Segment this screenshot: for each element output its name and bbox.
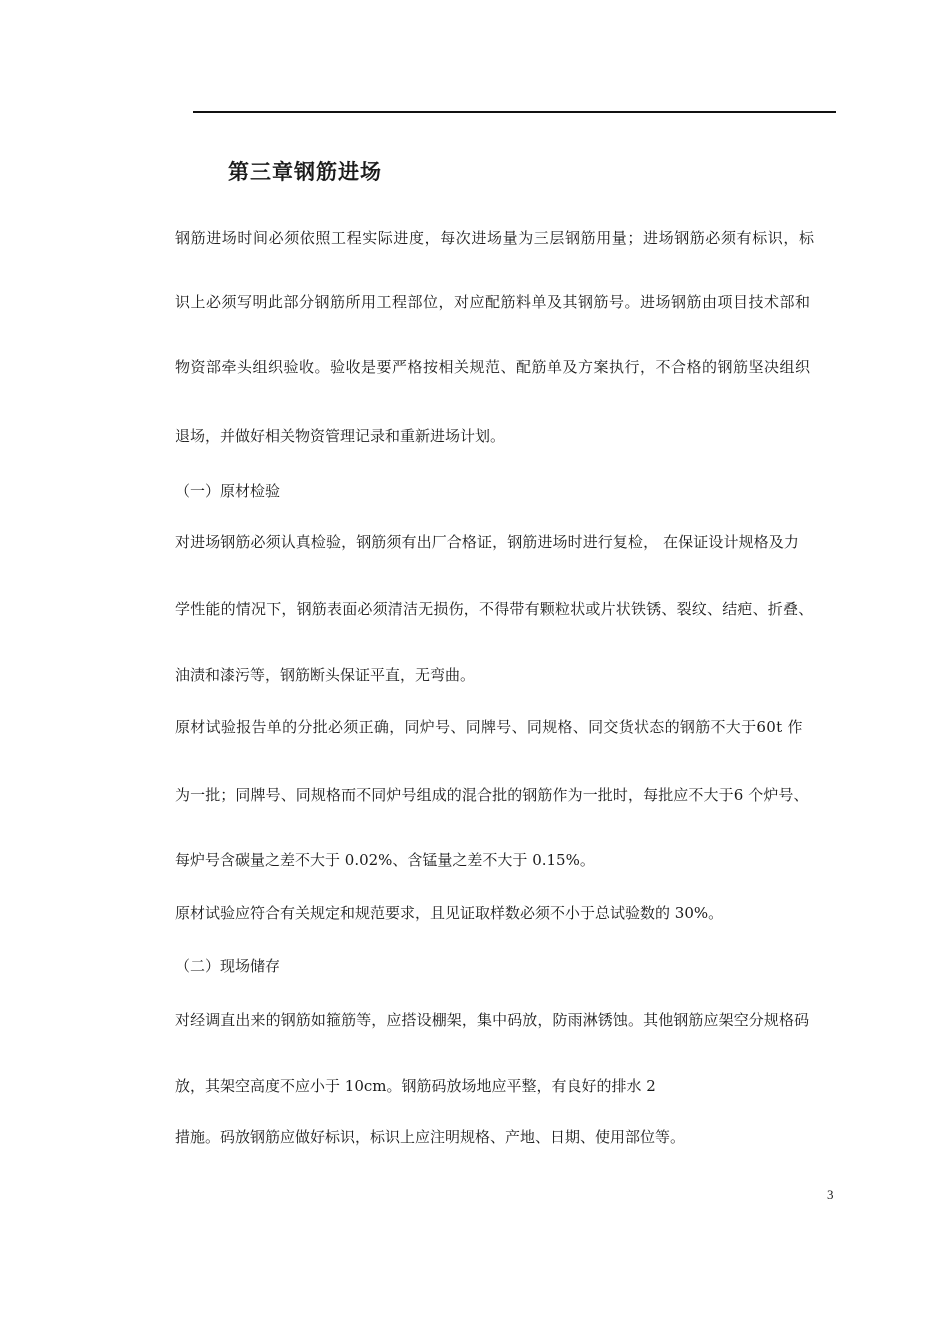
body-line: 每炉号含碳量之差不大于 0.02%、含锰量之差不大于 0.15%。 — [175, 851, 595, 869]
body-line: 为一批；同牌号、同规格而不同炉号组成的混合批的钢筋作为一批时，每批应不大于6 个炉号、 — [175, 786, 809, 804]
section-heading-site-storage: （二）现场储存 — [175, 957, 281, 975]
chapter-title: 第三章钢筋进场 — [228, 160, 382, 184]
body-line: 识上必须写明此部分钢筋所用工程部位，对应配筋料单及其钢筋号。进场钢筋由项目技术部和 — [175, 293, 811, 311]
header-rule — [193, 111, 836, 113]
body-line: 原材试验报告单的分批必须正确，同炉号、同牌号、同规格、同交货状态的钢筋不大于60t 作 — [175, 718, 803, 736]
body-line: 对进场钢筋必须认真检验，钢筋须有出厂合格证，钢筋进场时进行复检， 在保证设计规格及力 — [175, 533, 799, 551]
section-heading-raw-material-inspection: （一）原材检验 — [175, 482, 281, 500]
body-line: 措施。码放钢筋应做好标识，标识上应注明规格、产地、日期、使用部位等。 — [175, 1128, 686, 1146]
body-line: 退场，并做好相关物资管理记录和重新进场计划。 — [175, 427, 506, 445]
body-line: 钢筋进场时间必须依照工程实际进度，每次进场量为三层钢筋用量；进场钢筋必须有标识，标 — [175, 229, 815, 247]
body-line: 物资部牵头组织验收。验收是要严格按相关规范、配筋单及方案执行，不合格的钢筋坚决组织 — [175, 358, 811, 376]
page-number: 3 — [827, 1187, 834, 1202]
body-line: 对经调直出来的钢筋如箍筋等，应搭设棚架，集中码放，防雨淋锈蚀。其他钢筋应架空分规格码 — [175, 1011, 810, 1029]
body-line: 油渍和漆污等，钢筋断头保证平直，无弯曲。 — [175, 666, 476, 684]
body-line: 学性能的情况下，钢筋表面必须清洁无损伤，不得带有颗粒状或片状铁锈、裂纹、结疤、折叠、 — [175, 600, 814, 618]
body-line: 原材试验应符合有关规定和规范要求，且见证取样数必须不小于总试验数的 30%。 — [175, 904, 724, 922]
body-line: 放，其架空高度不应小于 10cm。钢筋码放场地应平整，有良好的排水 2 — [175, 1077, 656, 1095]
